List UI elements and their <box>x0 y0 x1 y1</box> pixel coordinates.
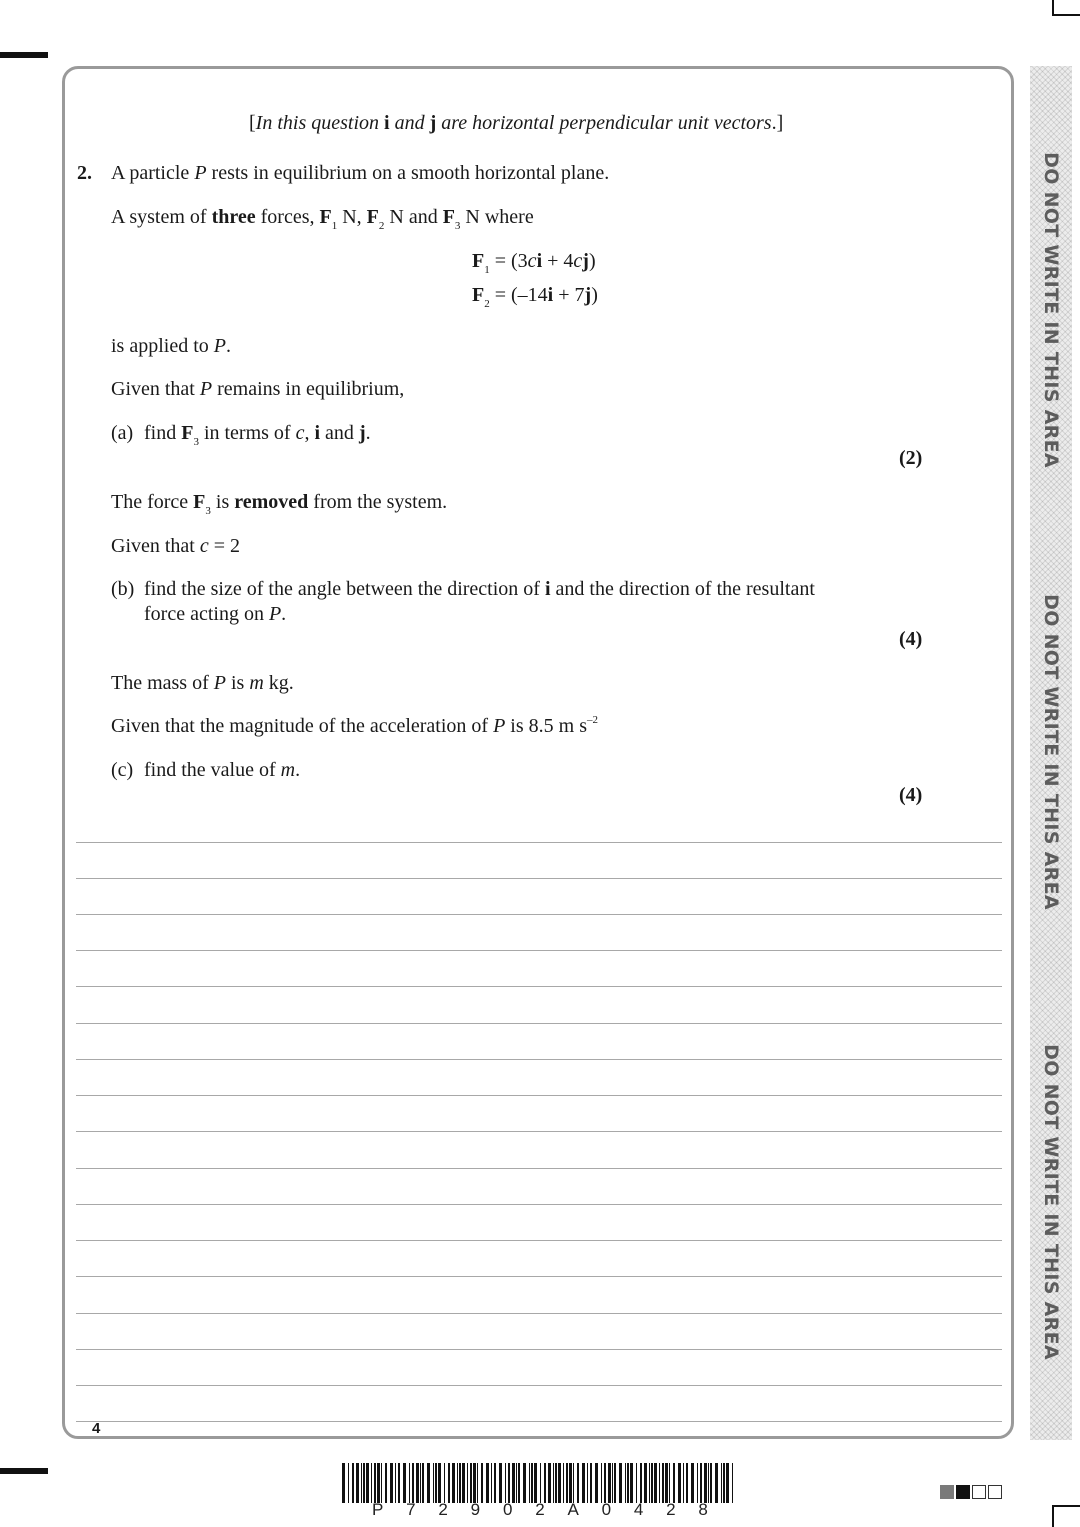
barcode-bar <box>640 1463 642 1503</box>
barcode-char: 0 <box>601 1500 612 1519</box>
barcode-bar <box>566 1463 568 1503</box>
barcode-char: A <box>567 1500 579 1519</box>
barcode-text <box>372 1500 708 1520</box>
barcode-bar <box>508 1463 510 1503</box>
barcode-bar <box>544 1463 546 1503</box>
barcode-bar <box>721 1463 722 1503</box>
barcode-char: 2 <box>438 1500 448 1519</box>
barcode-bar <box>678 1463 681 1503</box>
removed-line: The force $F_3$ is removed from the system. <box>111 491 448 517</box>
barcode-bar <box>438 1463 441 1503</box>
page-indicator-square <box>972 1485 986 1499</box>
barcode-char: 2 <box>535 1500 545 1519</box>
answer-line <box>76 1168 1002 1169</box>
barcode-bar <box>377 1463 380 1503</box>
barcode-bar <box>553 1463 554 1503</box>
barcode-bar <box>348 1463 349 1503</box>
barcode-bar <box>420 1463 421 1503</box>
barcode-bar <box>548 1463 551 1503</box>
barcode-bar <box>470 1463 472 1503</box>
barcode-bar <box>704 1463 707 1503</box>
barcode-char: 4 <box>633 1500 644 1519</box>
barcode-bar <box>691 1463 694 1503</box>
barcode-bar <box>416 1463 419 1503</box>
barcode-bar <box>473 1463 476 1503</box>
barcode-bar <box>477 1463 478 1503</box>
barcode-bar <box>366 1463 369 1503</box>
barcode-bar <box>529 1463 530 1503</box>
barcode-bar <box>491 1463 492 1503</box>
answer-line <box>76 1131 1002 1132</box>
barcode-bar <box>732 1463 733 1503</box>
barcode-bar <box>577 1463 579 1503</box>
barcode-bar <box>700 1463 702 1503</box>
barcode-bar <box>715 1463 718 1503</box>
crop-mark-bottom-right-h <box>1052 1505 1080 1507</box>
barcode-bar <box>390 1463 393 1503</box>
barcode-bar <box>516 1463 517 1503</box>
barcode-bar <box>342 1463 345 1503</box>
page-indicator-square <box>956 1485 970 1499</box>
barcode-bar <box>563 1463 564 1503</box>
barcode-bar <box>534 1463 537 1503</box>
barcode-bar <box>523 1463 526 1503</box>
barcode-bar <box>669 1463 670 1503</box>
barcode-bar <box>654 1463 657 1503</box>
answer-line <box>76 950 1002 951</box>
barcode-char: 7 <box>406 1500 416 1519</box>
barcode-char: 2 <box>666 1500 676 1519</box>
barcode-bar <box>457 1463 458 1503</box>
barcode-bar <box>412 1463 414 1503</box>
question-number: 2. <box>77 162 92 184</box>
page-indicator-square <box>940 1485 954 1499</box>
barcode-bar <box>644 1463 647 1503</box>
answer-line <box>76 1421 1002 1422</box>
barcode-bar <box>374 1463 376 1503</box>
barcode-bar <box>582 1463 585 1503</box>
barcode-bar <box>587 1463 588 1503</box>
barcode-bar <box>686 1463 688 1503</box>
part-c-marks: (4) <box>899 784 923 806</box>
answer-line <box>76 1276 1002 1277</box>
barcode-bar <box>630 1463 633 1503</box>
barcode-bar <box>427 1463 430 1503</box>
barcode-bar <box>710 1463 712 1503</box>
barcode-bar <box>659 1463 660 1503</box>
barcode-bar <box>435 1463 437 1503</box>
barcode-char: 0 <box>502 1500 513 1519</box>
crop-mark-top-right-h <box>1052 14 1080 16</box>
barcode-bar <box>499 1463 502 1503</box>
barcode-bar <box>452 1463 455 1503</box>
mass-line: The mass of P is m kg. <box>111 672 294 694</box>
barcode-bar <box>601 1463 602 1503</box>
barcode-char: P <box>372 1500 384 1519</box>
part-c-text: find the value of m. <box>144 759 301 781</box>
barcode-bar <box>422 1463 424 1503</box>
part-a-label: (a) <box>111 422 134 444</box>
barcode-bar <box>531 1463 533 1503</box>
part-b-marks: (4) <box>899 628 923 650</box>
answer-line <box>76 878 1002 879</box>
part-c-label: (c) <box>111 759 134 781</box>
barcode-bar <box>395 1463 396 1503</box>
crop-mark-left-top <box>0 52 48 58</box>
equation-f1: $F_1 = (3ci + 4cj)$ <box>472 250 596 276</box>
answer-area[interactable] <box>76 836 1002 1426</box>
barcode-bar <box>627 1463 629 1503</box>
barcode-bar <box>352 1463 354 1503</box>
barcode-bar <box>683 1463 684 1503</box>
answer-line <box>76 1240 1002 1241</box>
answer-line <box>76 842 1002 843</box>
barcode-bar <box>361 1463 362 1503</box>
equilibrium-line: Given that P remains in equilibrium, <box>111 378 405 400</box>
barcode-bar <box>636 1463 637 1503</box>
answer-line <box>76 914 1002 915</box>
barcode-bar <box>726 1463 729 1503</box>
barcode-bar <box>665 1463 668 1503</box>
acceleration-line: Given that the magnitude of the acceleration of P is 8.5 m $s^{-2}$ <box>111 714 598 737</box>
barcode-bar <box>433 1463 434 1503</box>
answer-line <box>76 1313 1002 1314</box>
barcode-bar <box>540 1463 541 1503</box>
barcode-bar <box>518 1463 520 1503</box>
answer-line <box>76 986 1002 987</box>
applied-line: is applied to P. <box>111 335 231 357</box>
barcode-bar <box>619 1463 622 1503</box>
barcode-bar <box>371 1463 372 1503</box>
page-number: 4 <box>92 1420 101 1437</box>
crop-mark-bottom-right-v <box>1052 1505 1054 1527</box>
c-value-line: Given that c = 2 <box>111 535 241 557</box>
barcode-bar <box>505 1463 506 1503</box>
barcode-bar <box>595 1463 598 1503</box>
barcode-bar <box>409 1463 410 1503</box>
answer-line <box>76 1204 1002 1205</box>
part-b-label: (b) <box>111 578 135 600</box>
answer-line <box>76 1385 1002 1386</box>
barcode-bar <box>651 1463 653 1503</box>
part-b-text-2: force acting on P. <box>144 603 287 625</box>
barcode-bar <box>662 1463 664 1503</box>
stem-line-2: A system of three forces, $F_1$ N, $F_2$ N and $F_3$ N where <box>111 206 534 232</box>
barcode-bar <box>448 1463 450 1503</box>
answer-line <box>76 1095 1002 1096</box>
part-a-text: find $F_3$ in terms of c, i and j. <box>144 422 371 448</box>
barcode-bar <box>381 1463 382 1503</box>
stem-line-1: A particle P rests in equilibrium on a smooth horizontal plane. <box>111 162 610 184</box>
barcode-bar <box>363 1463 365 1503</box>
part-a-marks: (2) <box>899 447 923 469</box>
barcode-bar <box>356 1463 359 1503</box>
crop-mark-left-bottom <box>0 1468 48 1474</box>
barcode-bar <box>649 1463 650 1503</box>
barcode <box>342 1463 736 1503</box>
page-indicator-square <box>988 1485 1002 1499</box>
intro-note: [In this question i and j are horizontal perpendicular unit vectors.] <box>249 112 784 134</box>
crop-mark-top-right-v <box>1052 0 1054 14</box>
barcode-bar <box>555 1463 557 1503</box>
barcode-bar <box>486 1463 489 1503</box>
barcode-bar <box>398 1463 400 1503</box>
barcode-bar <box>569 1463 572 1503</box>
equation-f2: $F_2 = (-14i + 7j)$ <box>472 284 598 310</box>
barcode-bar <box>608 1463 611 1503</box>
barcode-bar <box>708 1463 709 1503</box>
barcode-bar <box>385 1463 387 1503</box>
barcode-bar <box>614 1463 616 1503</box>
answer-line <box>76 1023 1002 1024</box>
barcode-bar <box>481 1463 483 1503</box>
barcode-bar <box>590 1463 592 1503</box>
barcode-char: 9 <box>470 1500 481 1519</box>
barcode-bar <box>612 1463 613 1503</box>
answer-line <box>76 1059 1002 1060</box>
barcode-bar <box>512 1463 515 1503</box>
barcode-bar <box>723 1463 725 1503</box>
part-b-text-1: find the size of the angle between the direction of i and the direction of the resultant <box>144 578 815 600</box>
barcode-bar <box>673 1463 675 1503</box>
barcode-char: 8 <box>698 1500 708 1519</box>
barcode-bar <box>604 1463 606 1503</box>
barcode-bar <box>697 1463 698 1503</box>
barcode-bar <box>462 1463 465 1503</box>
barcode-bar <box>573 1463 574 1503</box>
barcode-bar <box>444 1463 445 1503</box>
answer-line <box>76 1349 1002 1350</box>
barcode-bar <box>494 1463 496 1503</box>
barcode-bar <box>459 1463 461 1503</box>
barcode-bar <box>403 1463 406 1503</box>
barcode-bar <box>467 1463 468 1503</box>
barcode-bar <box>558 1463 561 1503</box>
barcode-bar <box>625 1463 626 1503</box>
